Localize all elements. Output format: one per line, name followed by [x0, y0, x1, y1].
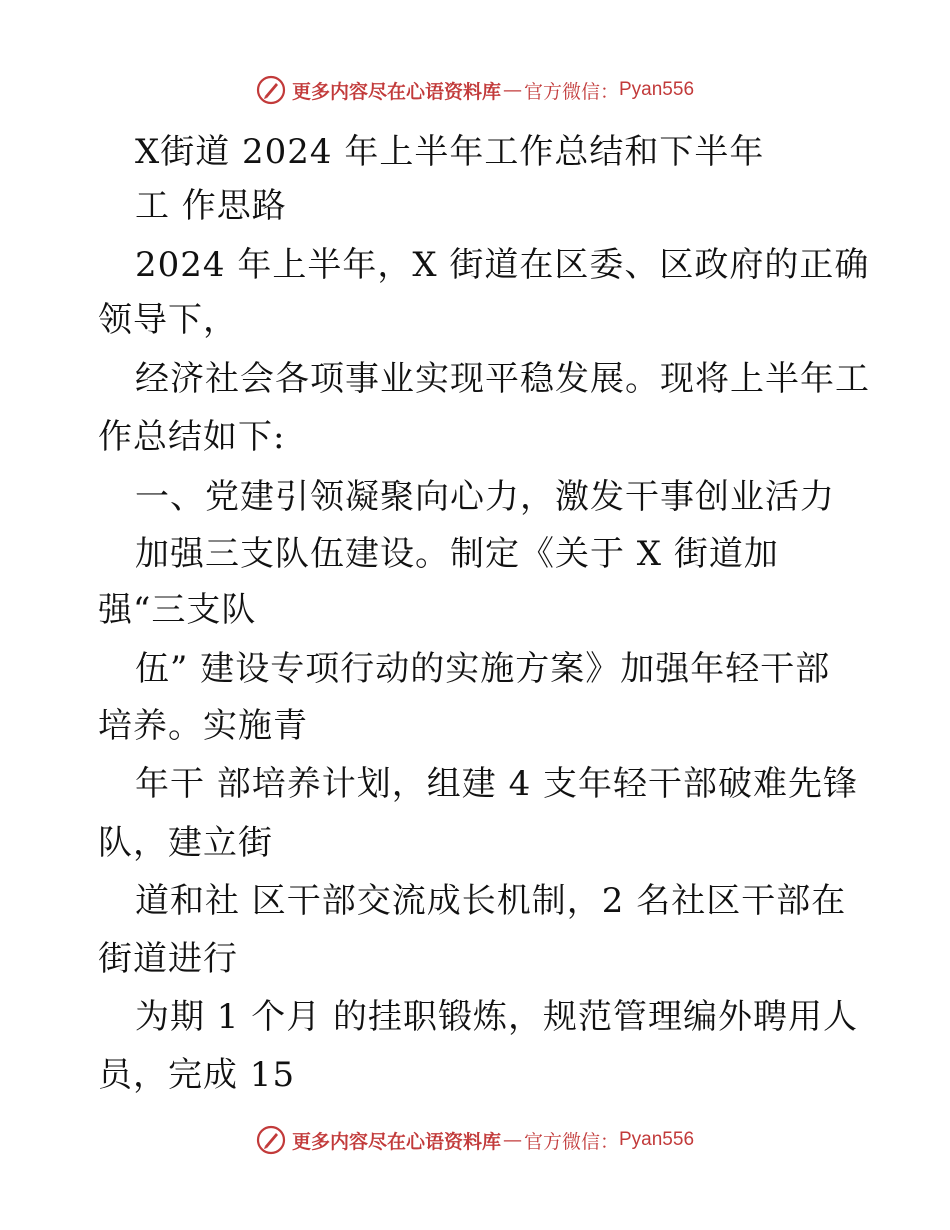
watermark-brand-text: 更多内容尽在心语资料库 [291, 80, 501, 103]
doc-paragraph-line: 为期 1 个月 的挂职锻炼，规范管理编外聘用人 [135, 997, 859, 1037]
doc-paragraph-line: 加强三支队伍建设。制定《关于 X 街道加 [135, 534, 779, 574]
watermark-banner-top [0, 72, 950, 108]
watermark-wechat-id: Pyan556 [619, 79, 695, 100]
watermark-wechat-label: 官方微信： [523, 1130, 619, 1153]
watermark-wechat-id: Pyan556 [619, 1129, 695, 1150]
doc-paragraph-line: 强“三支队 [98, 590, 257, 630]
doc-paragraph-line: 道和社 区干部交流成长机制，2 名社区干部在 [135, 881, 847, 921]
doc-title-line-2: 工 作思路 [135, 186, 287, 226]
watermark-wechat-label: 官方微信： [523, 80, 619, 103]
doc-paragraph-line: 队，建立街 [98, 823, 273, 863]
quill-pen-circle-icon [256, 75, 286, 105]
doc-paragraph-line: 作总结如下: [98, 417, 286, 457]
watermark-dash: — [502, 79, 522, 101]
doc-paragraph-line: 培养。实施青 [98, 706, 308, 746]
watermark-brand-text: 更多内容尽在心语资料库 [291, 1130, 501, 1153]
doc-section-heading: 一、党建引领凝聚向心力，激发干事创业活力 [135, 477, 835, 517]
doc-paragraph-line: 2024 年上半年，X 街道在区委、区政府的正确 [135, 245, 870, 285]
doc-paragraph-line: 伍” 建设专项行动的实施方案》加强年轻干部 [135, 649, 831, 689]
doc-title-line-1: X街道 2024 年上半年工作总结和下半年 [135, 132, 765, 172]
doc-paragraph-line: 员，完成 15 [98, 1055, 296, 1095]
quill-pen-circle-icon [256, 1125, 286, 1155]
doc-paragraph-line: 领导下， [98, 300, 238, 340]
watermark-dash: — [502, 1129, 522, 1151]
doc-paragraph-line: 街道进行 [98, 939, 238, 979]
doc-paragraph-line: 年干 部培养计划，组建 4 支年轻干部破难先锋 [135, 764, 859, 804]
watermark-banner-bottom [0, 1122, 950, 1158]
doc-paragraph-line: 经济社会各项事业实现平稳发展。现将上半年工 [135, 359, 870, 399]
